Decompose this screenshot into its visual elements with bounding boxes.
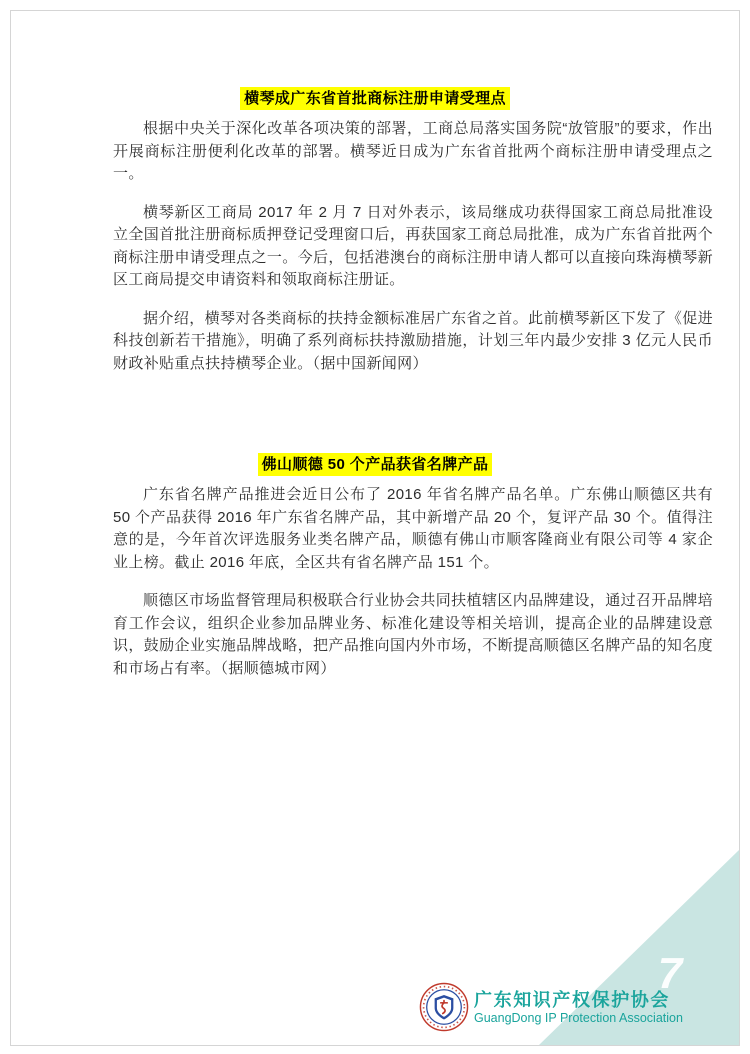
article-paragraph: 根据中央关于深化改革各项决策的部署，工商总局落实国务院“放管服”的要求，作出开展商标注册便利化改革的部署。横琴近日成为广东省首批两个商标注册申请受理点之一。 <box>113 120 713 182</box>
association-emblem-icon <box>419 982 469 1032</box>
footer-org-name-cn: 广东知识产权保护协会 <box>474 989 670 1010</box>
article-1-body <box>113 118 713 375</box>
article-2-title: 佛山顺德 50 个产品获省名牌产品 <box>258 453 493 476</box>
document-page <box>10 10 740 1046</box>
footer-org-names <box>474 989 683 1026</box>
article-1-title: 横琴成广东省首批商标注册申请受理点 <box>240 87 510 110</box>
article-1-title-row <box>11 87 739 110</box>
article-paragraph: 广东省名牌产品推进会近日公布了 2016 年省名牌产品名单。广东佛山顺德区共有 50 个产品获得 2016 年广东省名牌产品，其中新增产品 20 个，复评产品 30 个。值得注意的是，今年首次评选服务业类名牌产品，顺德有佛山市顺客隆商业有限公司等 4 家企业上榜。截止 2016 年底，全区共有省名牌产品 151 个。 <box>113 486 713 571</box>
article-paragraph: 顺德区市场监督管理局积极联合行业协会共同扶植辖区内品牌建设，通过召开品牌培育工作会议，组织企业参加品牌业务、标准化建设等相关培训，提高企业的品牌建设意识，鼓励企业实施品牌战略，把产品推向国内外市场，不断提高顺德区名牌产品的知名度和市场占有率。（据顺德城市网） <box>113 592 713 677</box>
footer-org-name-en: GuangDong IP Protection Association <box>474 1010 683 1025</box>
article-paragraph: 横琴新区工商局 2017 年 2 月 7 日对外表示，该局继成功获得国家工商总局批准设立全国首批注册商标质押登记受理窗口后，再获国家工商总局批准，成为广东省首批两个商标注册申请受理点之一。今后，包括港澳台的商标注册申请人都可以直接向珠海横琴新区工商局提交申请资料和领取商标注册证。 <box>113 203 713 288</box>
article-2-body <box>113 484 713 680</box>
page-number: 7 <box>657 949 683 998</box>
article-paragraph: 据介绍，横琴对各类商标的扶持金额标准居广东省之首。此前横琴新区下发了《促进科技创新若干措施》，明确了系列商标扶持激励措施，计划三年内最少安排 3 亿元人民币财政补贴重点扶持横琴企业。（据中国新闻网） <box>113 309 713 372</box>
footer-brand <box>419 982 683 1032</box>
article-2-title-row <box>11 453 739 476</box>
